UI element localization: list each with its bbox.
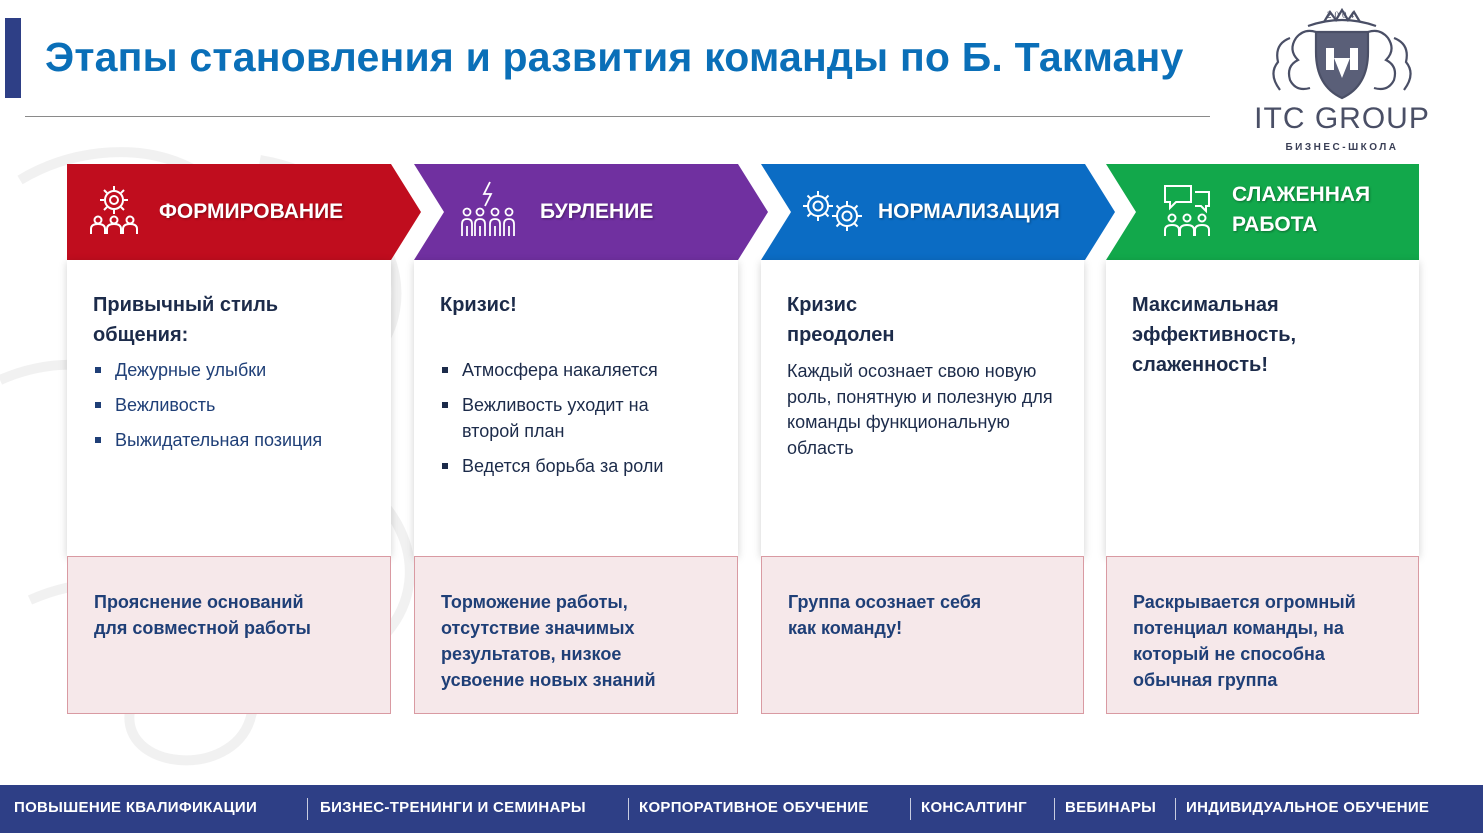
card-heading: Кризис преодолен (787, 294, 895, 346)
accent-bar (5, 18, 21, 98)
list-item: Ведется борьба за роли (440, 453, 663, 479)
logo-name: ITC GROUP (1254, 102, 1430, 135)
footer-item: КОНСАЛТИНГ (921, 799, 1027, 816)
list-item: Дежурные улыбки (93, 357, 322, 383)
stage-header-storming (414, 164, 768, 260)
bullet-list (93, 357, 322, 462)
stage-card-storming (414, 260, 738, 556)
footer-separator (628, 798, 629, 820)
footer-item: ИНДИВИДУАЛЬНОЕ ОБУЧЕНИЕ (1186, 799, 1430, 816)
footer-item: КОРПОРАТИВНОЕ ОБУЧЕНИЕ (639, 799, 869, 816)
gear-team-icon (89, 182, 139, 238)
footer-item: ВЕБИНАРЫ (1065, 799, 1157, 816)
footer-item: ПОВЫШЕНИЕ КВАЛИФИКАЦИИ (14, 799, 258, 816)
lightning-team-icon (458, 180, 520, 240)
stage-title: СЛАЖЕННАЯ РАБОТА (1232, 183, 1371, 236)
result-text: Группа осознает себя как команду! (788, 592, 982, 638)
stage-header-performing (1106, 164, 1419, 260)
title-divider (25, 116, 1210, 117)
stage-card-performing (1106, 260, 1419, 556)
list-item: Атмосфера накаляется (440, 357, 663, 383)
stage-result-performing (1106, 556, 1419, 714)
stage-result-norming (761, 556, 1084, 714)
stage-card-norming (761, 260, 1084, 556)
page-title: Этапы становления и развития команды по Б. Такману (45, 34, 1184, 80)
gears-icon (801, 188, 867, 234)
bullet-list (440, 357, 663, 488)
stage-result-storming (414, 556, 738, 714)
stage-header-norming (761, 164, 1115, 260)
result-text: Раскрывается огромный потенциал команды, на который не способна обычная группа (1133, 592, 1356, 690)
stage-header-forming (67, 164, 421, 260)
footer-separator (1175, 798, 1176, 820)
stage-card-forming (67, 260, 391, 556)
list-item: Вежливость (93, 392, 322, 418)
card-heading: Кризис! (440, 294, 517, 316)
footer-separator (910, 798, 911, 820)
footer-bar (0, 785, 1483, 833)
logo (1238, 8, 1446, 153)
logo-year: 2004 (1327, 10, 1357, 20)
result-text: Торможение работы, отсутствие значимых результатов, низкое усвоение новых знаний (441, 592, 656, 690)
crest-icon (1238, 8, 1446, 104)
stage-title: БУРЛЕНИЕ (540, 200, 654, 223)
footer-separator (307, 798, 308, 820)
stage-title: НОРМАЛИЗАЦИЯ (878, 200, 1060, 223)
card-heading: Максимальная эффективность, слаженность! (1132, 294, 1297, 376)
footer-item: БИЗНЕС-ТРЕНИНГИ И СЕМИНАРЫ (320, 799, 586, 816)
chat-team-icon (1162, 182, 1212, 238)
stage-result-forming (67, 556, 391, 714)
card-heading: Привычный стиль общения: (93, 294, 279, 346)
logo-subtitle: БИЗНЕС-ШКОЛА (1285, 142, 1399, 153)
list-item: Выжидательная позиция (93, 427, 322, 453)
footer-separator (1054, 798, 1055, 820)
stage-title: ФОРМИРОВАНИЕ (159, 200, 344, 223)
card-paragraph: Каждый осознает свою новую роль, понятную и полезную для команды функциональную область (787, 361, 1053, 458)
list-item: Вежливость уходит на второй план (440, 392, 652, 444)
result-text: Прояснение оснований для совместной работы (94, 592, 311, 638)
